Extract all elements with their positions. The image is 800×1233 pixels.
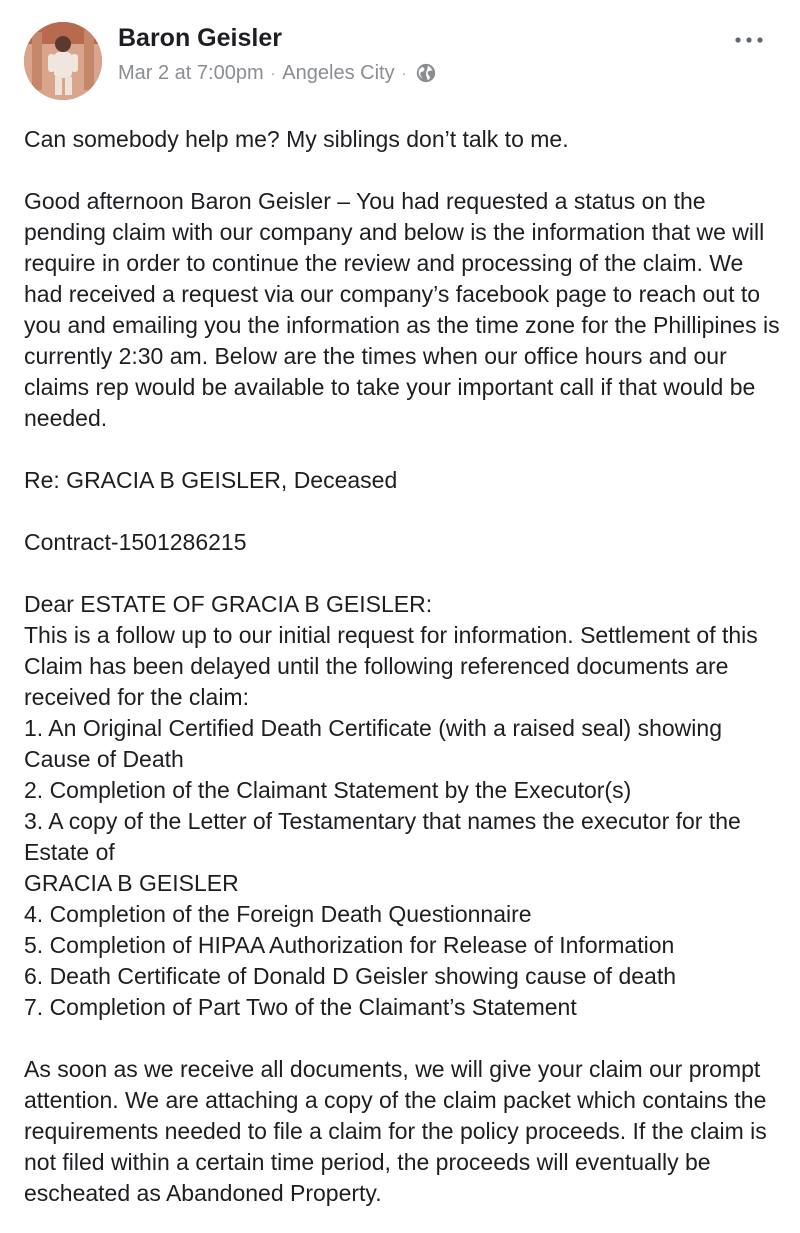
meta-separator: · <box>401 65 407 81</box>
post-paragraph: Can somebody help me? My siblings don’t talk to me. <box>24 126 569 152</box>
post-paragraph: Dear ESTATE OF GRACIA B GEISLER: This is a follow up to our initial request for information. Settlement of this Claim has been delayed until the following referenced documents are received for the claim: 1. An Original Certified Death Certificate (with a raised seal) showing Cause of Death 2. Completion of the Claimant Statement by the Executor(s) 3. A copy of the Letter of Testamentary that names the executor for the Estate of GRACIA B GEISLER 4. Completion of the Foreign Death Questionnaire 5. Completion of HIPAA Authorization for Release of Information 6. Death Certificate of Donald D Geisler showing cause of death 7. Completion of Part Two of the Claimant’s Statement <box>24 591 758 1020</box>
paragraph-gap <box>24 1023 784 1054</box>
more-options-icon[interactable] <box>732 30 766 50</box>
post-body <box>24 124 784 1209</box>
avatar-image <box>24 22 102 100</box>
post-paragraph: Contract-1501286215 <box>24 529 247 555</box>
post-date[interactable]: Mar 2 at 7:00pm <box>118 61 264 84</box>
avatar[interactable] <box>24 22 102 100</box>
paragraph-gap <box>24 558 784 589</box>
post-header <box>24 22 776 102</box>
post-paragraph: Good afternoon Baron Geisler – You had requested a status on the pending claim with our company and below is the information that we will require in order to continue the review and processing of the claim. We had received a request via our company’s facebook page to reach out to you and emailing you the information as the time zone for the Phillipines is currently 2:30 am. Below are the times when our office hours and our claims rep would be available to take your important call if that would be needed. <box>24 188 780 431</box>
meta-separator: · <box>270 65 276 81</box>
post-meta <box>118 60 437 86</box>
post-location[interactable]: Angeles City <box>282 61 395 84</box>
globe-icon <box>415 62 437 84</box>
post-paragraph: As soon as we receive all documents, we will give your claim our prompt attention. We are attaching a copy of the claim packet which contains the requirements needed to file a claim for the policy proceeds. If the claim is not filed within a certain time period, the proceeds will eventually be escheated as Abandoned Property. <box>24 1056 767 1206</box>
paragraph-gap <box>24 434 784 465</box>
paragraph-gap <box>24 496 784 527</box>
post-author[interactable]: Baron Geisler <box>118 24 282 52</box>
post-paragraph: Re: GRACIA B GEISLER, Deceased <box>24 467 398 493</box>
paragraph-gap <box>24 155 784 186</box>
